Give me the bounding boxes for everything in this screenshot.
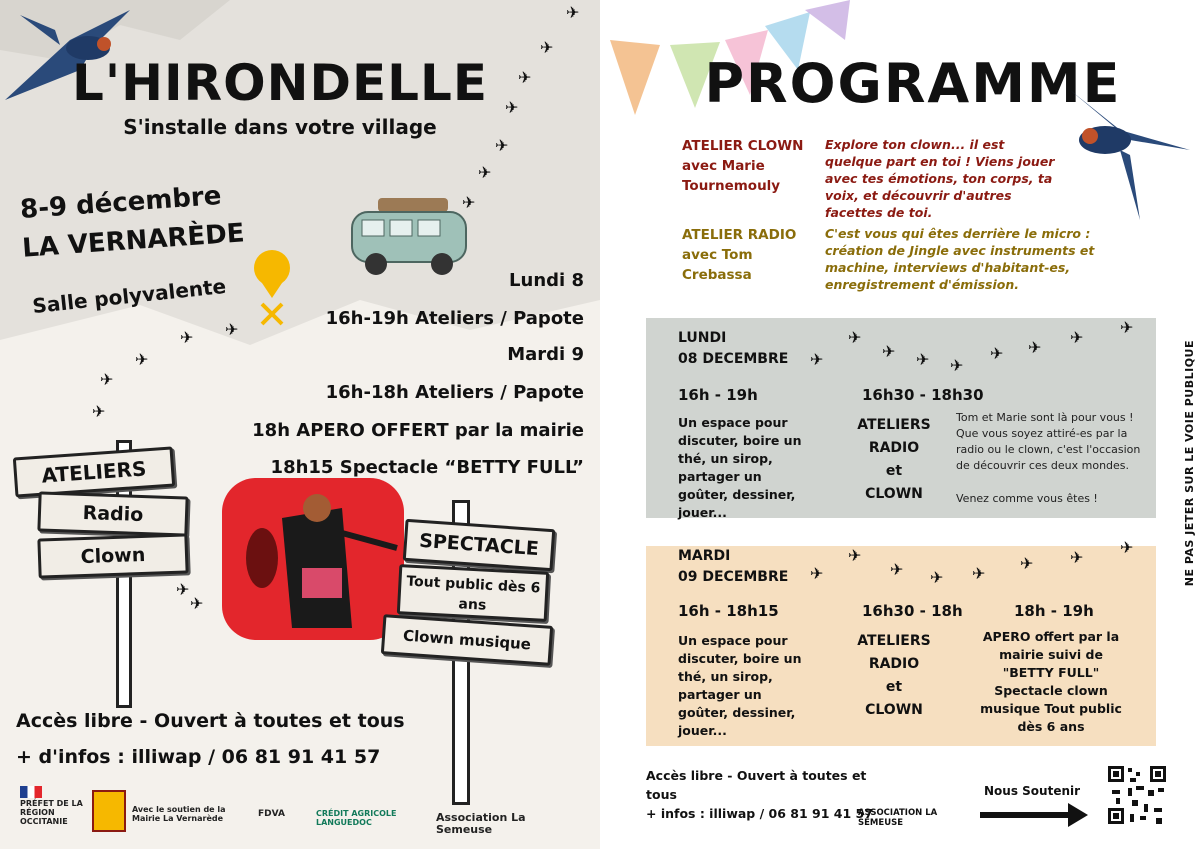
bird-icon: ✈: [882, 342, 896, 361]
lundi-ateliers: ATELIERS RADIO et CLOWN: [857, 417, 931, 502]
sign-clown: Clown: [37, 533, 188, 578]
programme-info: + infos : illiwap / 06 81 91 41 57: [646, 806, 873, 821]
bird-icon: ✈: [1028, 338, 1042, 357]
bird-icon: ✈: [190, 594, 204, 613]
bird-icon: ✈: [566, 3, 580, 22]
bird-icon: ✈: [1120, 538, 1134, 557]
bird-icon: ✈: [916, 350, 930, 369]
bird-icon: ✈: [1070, 328, 1084, 347]
bird-icon: ✈: [1120, 318, 1134, 337]
mardi-time-3: 18h - 19h: [1014, 602, 1094, 620]
mardi-ateliers: ATELIERS RADIO et CLOWN: [857, 633, 931, 718]
bird-icon: ✈: [990, 344, 1004, 363]
bird-icon: ✈: [478, 163, 492, 182]
bird-icon: ✈: [495, 136, 509, 155]
bird-icon: ✈: [810, 564, 824, 583]
atelier-radio-desc: C'est vous qui êtes derrière le micro : création de Jingle avec instruments et machine, interviews d'habitant-es, enregistrement d'émission.: [825, 226, 1095, 292]
atelier-clown-name: ATELIER CLOWN avec Marie Tournemouly: [682, 138, 804, 194]
sign-spectacle: SPECTACLE: [403, 519, 556, 571]
bird-icon: ✈: [848, 546, 862, 565]
sign-radio: Radio: [37, 491, 188, 536]
schedule-line: 18h15 Spectacle “BETTY FULL”: [270, 457, 584, 478]
sign-clown-musique: Clown musique: [381, 614, 553, 666]
bird-icon: ✈: [505, 98, 519, 117]
logo-semeuse: Association La Semeuse: [436, 811, 526, 837]
mardi-time-1: 16h - 18h15: [678, 602, 779, 620]
bird-icon: ✈: [972, 564, 986, 583]
mardi-text-1: Un espace pour discuter, boire un thé, un sirop, partager un goûter, dessiner, jouer...: [678, 633, 802, 738]
bird-icon: ✈: [100, 370, 114, 389]
bird-icon: ✈: [225, 320, 239, 339]
day-date: 08 DECEMBRE: [678, 351, 789, 367]
day-label: MARDI: [678, 548, 731, 564]
atelier-clown-desc: Explore ton clown... il est quelque part en toi ! Viens jouer avec tes émotions, ton corps, ta voix, et découvrir d'autres facettes de toi.: [825, 137, 1055, 220]
bird-icon: ✈: [1020, 554, 1034, 573]
poster-access: Accès libre - Ouvert à toutes et tous: [16, 710, 405, 732]
event-venue: Salle polyvalente: [31, 273, 228, 319]
logo-credit-agricole: CRÉDIT AGRICOLE LANGUEDOC: [316, 809, 397, 827]
poster-info: + d'infos : illiwap / 06 81 91 41 57: [16, 746, 381, 768]
bird-icon: ✈: [180, 328, 194, 347]
lundi-time-1: 16h - 19h: [678, 386, 758, 404]
vertical-notice: NE PAS JETER SUR LE VOIE PUBLIQUE: [1183, 340, 1196, 587]
bird-icon: ✈: [518, 68, 532, 87]
schedule-line: Lundi 8: [509, 270, 584, 291]
lundi-note: Tom et Marie sont là pour vous ! Que vous soyez attiré-es par la radio ou le clown, c'est l'occasion de découvrir ces deux mondes.: [956, 411, 1141, 472]
mardi-time-2: 16h30 - 18h: [862, 602, 963, 620]
logo-prefet: PRÉFET DE LA RÉGION OCCITANIE: [20, 786, 84, 826]
bird-icon: ✈: [950, 356, 964, 375]
van-illustration: [348, 196, 470, 278]
event-place: LA VERNARÈDE: [21, 218, 246, 264]
location-pin-icon: [252, 238, 292, 338]
schedule-line: 16h-19h Ateliers / Papote: [325, 308, 584, 329]
qr-code-icon[interactable]: [1106, 764, 1168, 826]
schedule-line: 16h-18h Ateliers / Papote: [325, 382, 584, 403]
bird-icon: ✈: [462, 193, 476, 212]
bird-icon: ✈: [92, 402, 106, 421]
sign-ateliers: ATELIERS: [13, 446, 175, 497]
bird-icon: ✈: [890, 560, 904, 579]
poster-title: L'HIRONDELLE: [71, 54, 488, 112]
day-label: LUNDI: [678, 330, 727, 346]
swallow-illustration: [1060, 70, 1200, 230]
support-label: Nous Soutenir: [984, 784, 1081, 798]
bird-icon: ✈: [930, 568, 944, 587]
logo-mairie: Avec le soutien de la Mairie La Vernarède: [132, 805, 226, 823]
bird-icon: ✈: [848, 328, 862, 347]
lundi-text-1: Un espace pour discuter, boire un thé, un sirop, partager un goûter, dessiner, jouer...: [678, 415, 802, 520]
programme-page: [600, 0, 1200, 849]
programme-title: PROGRAMME: [704, 52, 1122, 115]
bird-icon: ✈: [176, 580, 190, 599]
logo-fdva: FDVA: [258, 809, 285, 819]
atelier-radio-name: ATELIER RADIO avec Tom Crebassa: [682, 227, 797, 283]
bird-icon: ✈: [810, 350, 824, 369]
event-dates: 8-9 décembre: [19, 181, 223, 225]
poster-subtitle: S'installe dans votre village: [123, 115, 437, 139]
association-logo-text: ASSOCIATION LA SEMEUSE: [858, 808, 938, 828]
arrow-right-icon: [980, 800, 1090, 830]
schedule-line: 18h APERO OFFERT par la mairie: [252, 420, 584, 441]
performer-photo: [222, 478, 404, 640]
mardi-text-3: APERO offert par la mairie suivi de "BETTY FULL" Spectacle clown musique Tout public dès 6 ans: [980, 629, 1122, 734]
sign-public: Tout public dès 6 ans: [397, 564, 549, 622]
day-date: 09 DECEMBRE: [678, 569, 789, 585]
programme-access: Accès libre - Ouvert à toutes et tous: [646, 768, 867, 802]
lundi-time-2: 16h30 - 18h30: [862, 386, 984, 404]
lundi-note-2: Venez comme vous êtes !: [956, 492, 1098, 505]
schedule-line: Mardi 9: [507, 344, 584, 365]
logo-mairie-crest: [92, 790, 126, 832]
bird-icon: ✈: [1070, 548, 1084, 567]
bird-icon: ✈: [135, 350, 149, 369]
bird-icon: ✈: [540, 38, 554, 57]
lundi-panel: [646, 318, 1156, 518]
